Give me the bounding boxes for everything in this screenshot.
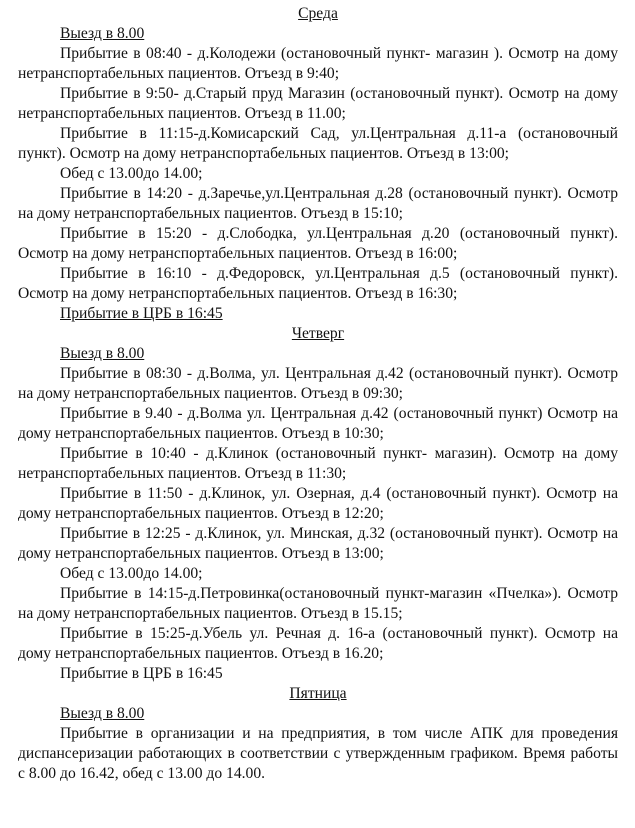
schedule-entry: Прибытие в 12:25 - д.Клинок, ул. Минская, д.32 (остановочный пункт). Осмотр на дому нетранспортабельных пациентов. Отъезд в 13:00; [18,525,618,562]
schedule-entry: Прибытие в 11:15-д.Комисарский Сад, ул.Центральная д.11-а (остановочный пункт). Осмотр на дому нетранспортабельных пациентов. Отъезд в 13:00; [18,125,618,162]
schedule-entry: Прибытие в 10:40 - д.Клинок (остановочный пункт- магазин). Осмотр на дому нетранспортабельных пациентов. Отъезд в 11:30; [18,445,618,482]
lunch-entry: Обед с 13.00до 14.00; [60,165,203,182]
arrival-hospital-entry: Прибытие в ЦРБ в 16:45 [60,665,223,682]
schedule-entry: Прибытие в 08:30 - д.Волма, ул. Центральная д.42 (остановочный пункт). Осмотр на дому нетранспортабельных пациентов. Отъезд в 09:30; [18,365,618,402]
day-title: Пятница [289,685,347,702]
schedule-entry: Прибытие в 08:40 - д.Колодежи (остановочный пункт- магазин ). Осмотр на дому нетранспортабельных пациентов. Отъезд в 9:40; [18,45,618,82]
schedule-entry: Прибытие в 16:10 - д.Федоровск, ул.Центральная д.5 (остановочный пункт). Осмотр на дому нетранспортабельных пациентов. Отъезд в 16:30; [18,265,618,302]
schedule-entry: Прибытие в 15:20 - д.Слободка, ул.Центральная д.20 (остановочный пункт). Осмотр на дому нетранспортабельных пациентов. Отъезд в 16:00; [18,225,618,262]
day-section-thursday [18,324,618,684]
departure-line: Выезд в 8.00 [60,25,145,42]
schedule-entry: Прибытие в 15:25-д.Убель ул. Речная д. 16-а (остановочный пункт). Осмотр на дому нетранспортабельных пациентов. Отъезд в 16.20; [18,625,618,662]
schedule-entry: Прибытие в организации и на предприятия, в том числе АПК для проведения диспансеризации работающих в соответствии с утвержденным графиком. Время работы с 8.00 до 16.42, обед с 13.00 до 14.00. [18,725,618,782]
schedule-entry: Прибытие в 14:15-д.Петровинка(остановочный пункт-магазин «Пчелка»). Осмотр на дому нетранспортабельных пациентов. Отъезд в 15.15; [18,585,618,622]
schedule-entry: Прибытие в 9:50- д.Старый пруд Магазин (остановочный пункт). Осмотр на дому нетранспортабельных пациентов. Отъезд в 11.00; [18,85,618,122]
schedule-entry: Прибытие в 9.40 - д.Волма ул. Центральная д.42 (остановочный пункт) Осмотр на дому нетранспортабельных пациентов. Отъезд в 10:30; [18,405,618,442]
arrival-hospital-entry: Прибытие в ЦРБ в 16:45 [60,305,223,322]
departure-line: Выезд в 8.00 [60,705,145,722]
schedule-entry: Прибытие в 11:50 - д.Клинок, ул. Озерная, д.4 (остановочный пункт). Осмотр на дому нетранспортабельных пациентов. Отъезд в 12:20; [18,485,618,522]
day-section-wednesday [18,4,618,324]
departure-line: Выезд в 8.00 [60,345,145,362]
day-section-friday [18,684,618,784]
schedule-entry: Прибытие в 14:20 - д.Заречье,ул.Центральная д.28 (остановочный пункт). Осмотр на дому нетранспортабельных пациентов. Отъезд в 15:10; [18,185,618,222]
day-title: Среда [298,5,338,22]
lunch-entry: Обед с 13.00до 14.00; [60,565,203,582]
day-title: Четверг [291,325,345,342]
